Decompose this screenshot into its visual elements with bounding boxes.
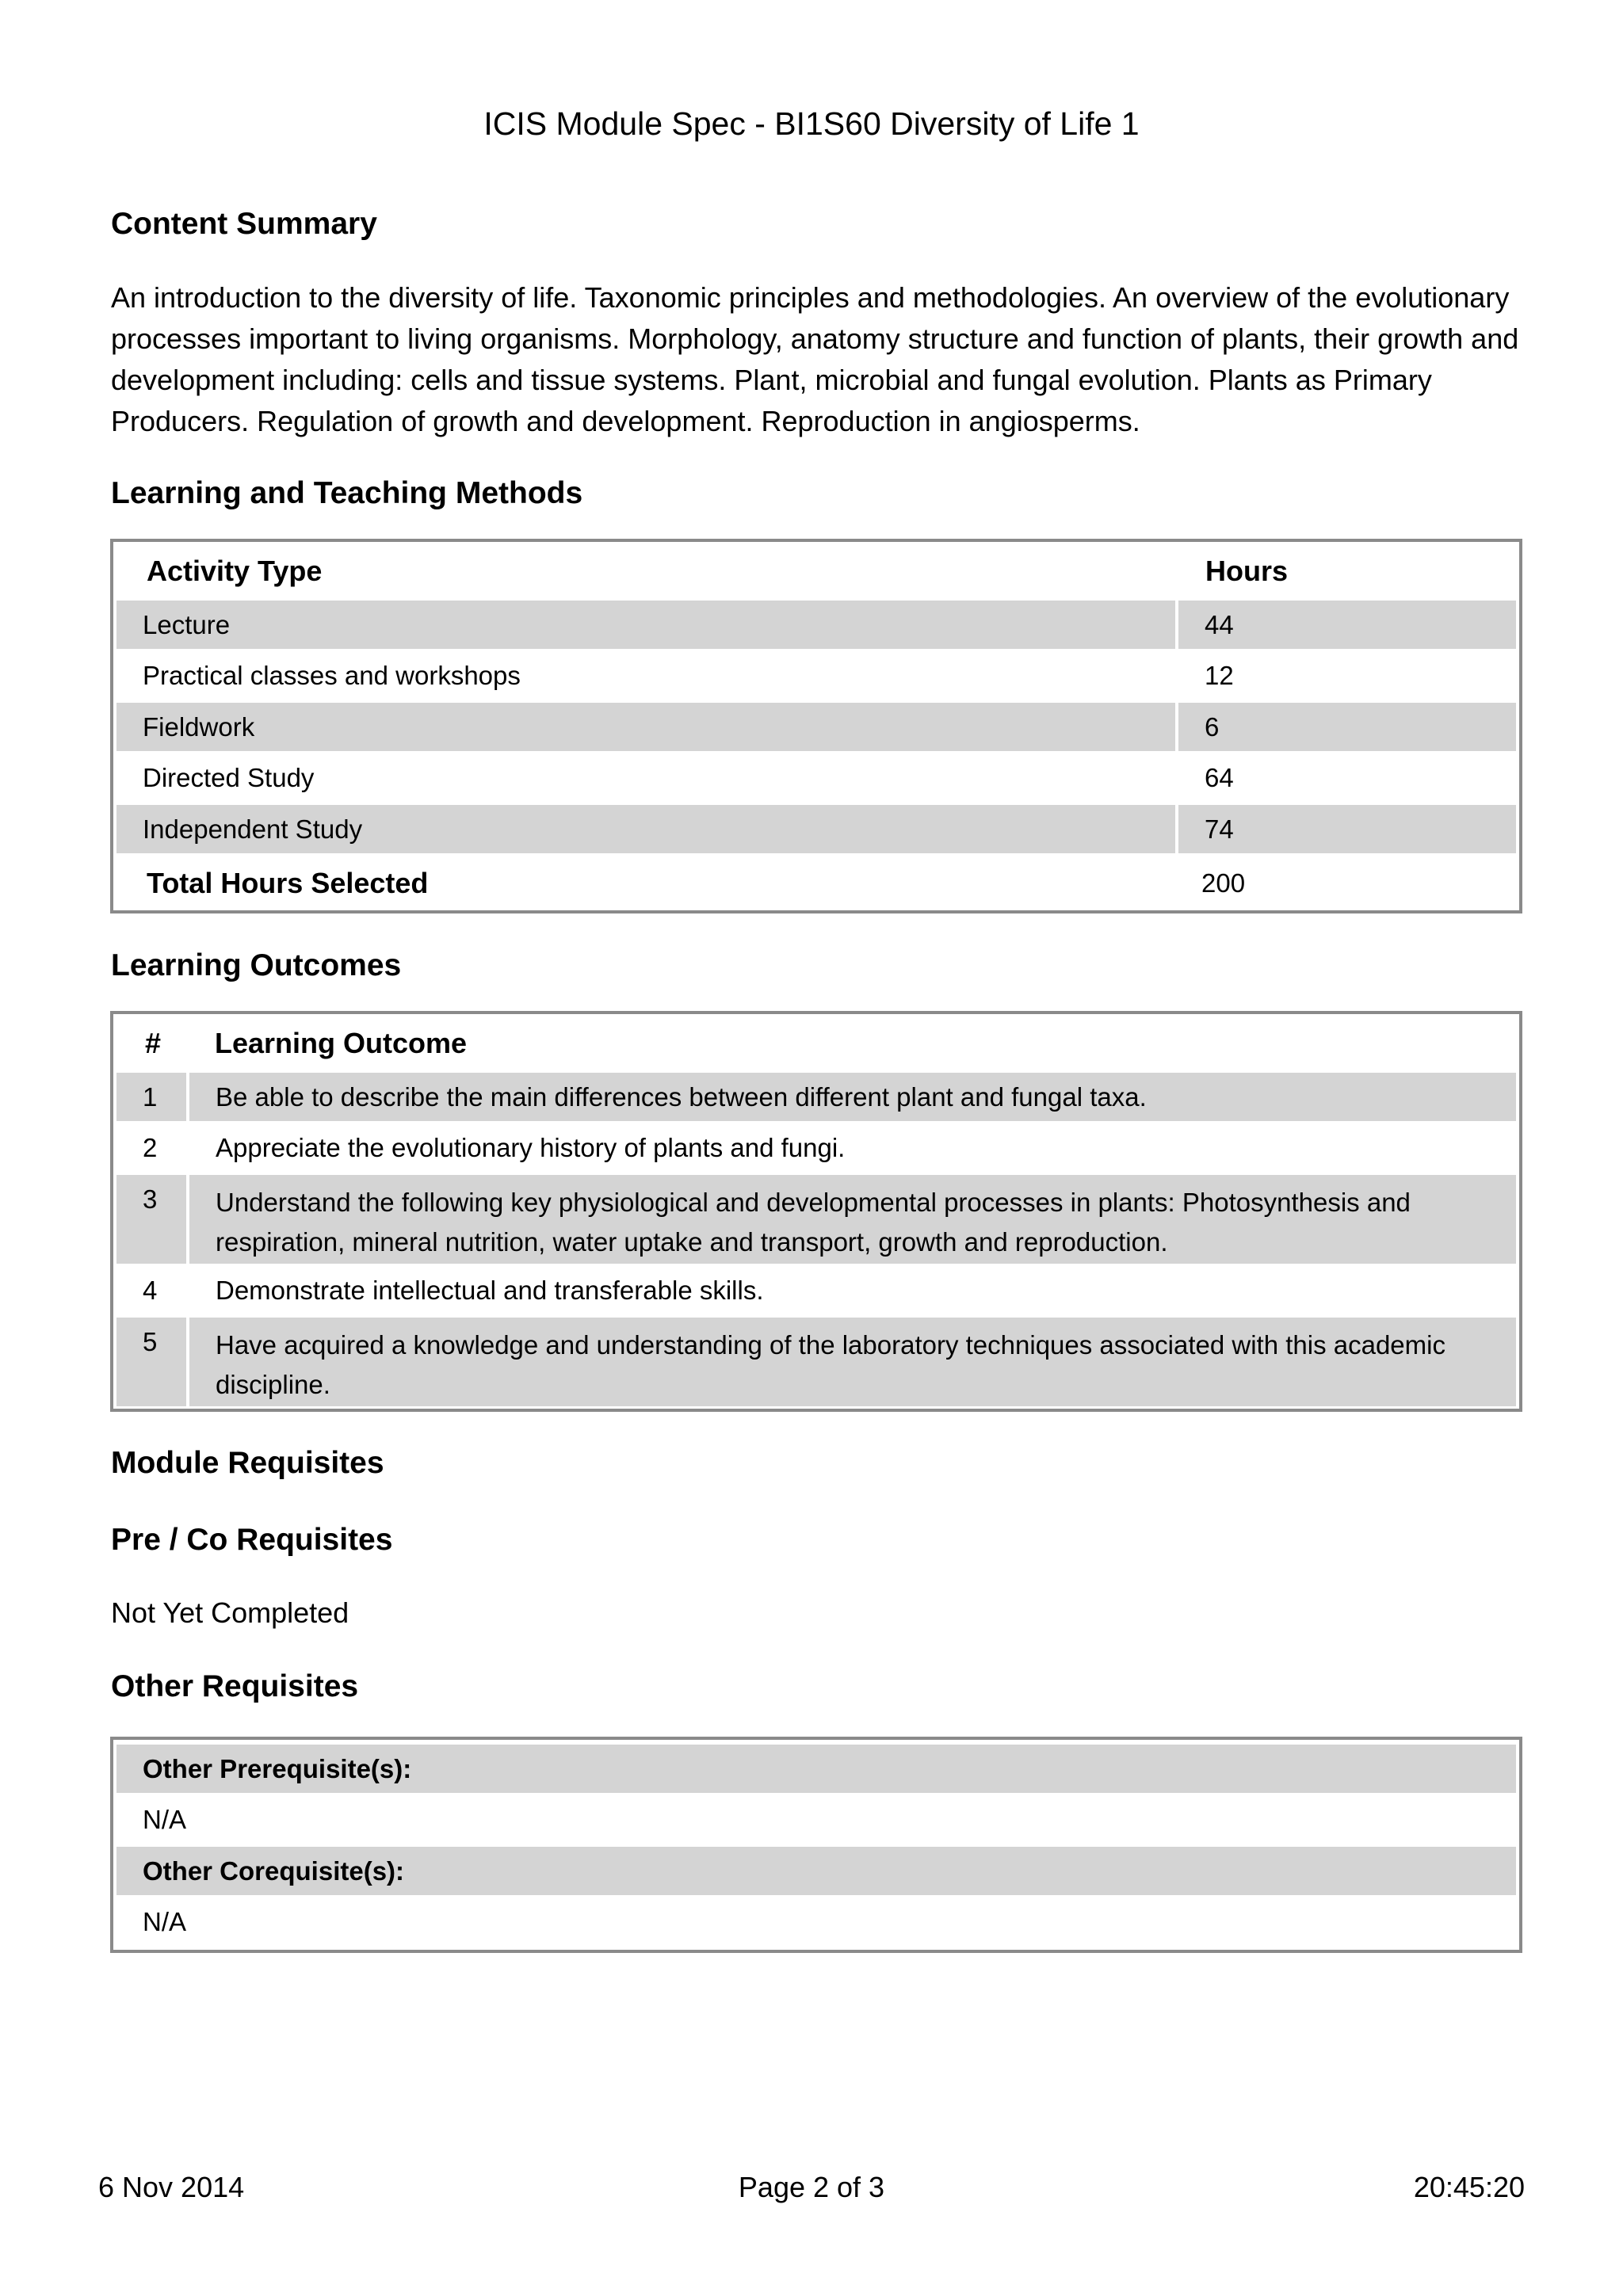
outcome-number: 4 [143, 1276, 158, 1305]
outcome-text: Be able to describe the main differences between different plant and fungal taxa. [189, 1073, 1516, 1121]
outcome-line: Understand the following key physiological and developmental processes in plants: Photosynthesis and [216, 1188, 1411, 1217]
methods-table [110, 539, 1522, 913]
hours-cell: 64 [1205, 763, 1234, 792]
outcome-number: 5 [116, 1318, 186, 1406]
table-row [116, 1175, 1516, 1264]
summary-line: development including: cells and tissue systems. Plant, microbial and fungal evolution. Plants as Primary [111, 364, 1432, 396]
hours-cell: 44 [1178, 601, 1516, 649]
table-row [116, 1318, 1516, 1406]
coreq-label: Other Corequisite(s): [143, 1855, 405, 1886]
table-row [116, 649, 1516, 703]
prereq-label: Other Prerequisite(s): [143, 1753, 412, 1783]
other-requisites-table [110, 1737, 1522, 1953]
summary-line: Producers. Regulation of growth and development. Reproduction in angiosperms. [111, 405, 1140, 437]
module-requisites-heading: Module Requisites [111, 1446, 384, 1480]
total-row [116, 853, 1516, 913]
prereq-label-row [116, 1745, 1516, 1793]
outcomes-table [110, 1011, 1522, 1412]
hours-cell: 6 [1178, 703, 1516, 751]
activity-cell: Directed Study [143, 763, 315, 792]
activity-cell: Lecture [116, 601, 1175, 649]
activity-cell: Fieldwork [116, 703, 1175, 751]
number-header: # [145, 1027, 162, 1059]
outcome-text: Demonstrate intellectual and transferable skills. [216, 1276, 764, 1305]
table-row [116, 703, 1516, 751]
outcomes-header-row [116, 1014, 1516, 1073]
outcome-line: respiration, mineral nutrition, water uptake and transport, growth and reproduction. [216, 1227, 1168, 1257]
table-row [116, 1073, 1516, 1121]
outcome-number: 1 [116, 1073, 186, 1121]
methods-header-row [116, 542, 1516, 601]
table-row [116, 601, 1516, 649]
total-label: Total Hours Selected [147, 867, 429, 899]
table-row [116, 805, 1516, 853]
prereq-value-row [116, 1793, 1516, 1847]
methods-heading: Learning and Teaching Methods [111, 476, 583, 510]
hours-header: Hours [1205, 555, 1289, 587]
outcome-number: 2 [143, 1133, 158, 1162]
pre-co-requisites-text: Not Yet Completed [111, 1596, 349, 1629]
summary-line: processes important to living organisms. Morphology, anatomy structure and function of plants, their growth and [111, 322, 1519, 355]
content-summary-text [111, 277, 1537, 442]
page-title: ICIS Module Spec - BI1S60 Diversity of Life 1 [483, 105, 1140, 142]
outcome-text [189, 1175, 1516, 1264]
prereq-value: N/A [143, 1805, 187, 1834]
summary-line: An introduction to the diversity of life. Taxonomic principles and methodologies. An overview of the evolutionary [111, 281, 1510, 314]
pre-co-requisites-heading: Pre / Co Requisites [111, 1523, 393, 1557]
activity-cell: Independent Study [116, 805, 1175, 853]
table-row [116, 751, 1516, 805]
table-row [116, 1121, 1516, 1175]
learning-outcome-header: Learning Outcome [215, 1027, 468, 1059]
hours-cell: 12 [1205, 661, 1234, 690]
table-row [116, 1264, 1516, 1318]
activity-type-header: Activity Type [147, 555, 323, 587]
activity-cell: Practical classes and workshops [143, 661, 521, 690]
hours-cell: 74 [1178, 805, 1516, 853]
outcome-number: 3 [116, 1175, 186, 1264]
outcome-text [189, 1318, 1516, 1406]
footer-time: 20:45:20 [1413, 2171, 1525, 2203]
footer-date: 6 Nov 2014 [98, 2171, 245, 2203]
outcome-text: Appreciate the evolutionary history of plants and fungi. [216, 1133, 846, 1162]
outcome-line: discipline. [216, 1370, 330, 1399]
content-summary-heading: Content Summary [111, 207, 377, 241]
outcomes-heading: Learning Outcomes [111, 948, 402, 982]
other-requisites-heading: Other Requisites [111, 1669, 359, 1703]
coreq-value-row [116, 1895, 1516, 1949]
footer-page-number: Page 2 of 3 [738, 2171, 885, 2203]
total-value: 200 [1201, 868, 1246, 898]
outcome-line: Have acquired a knowledge and understanding of the laboratory techniques associated with this academic [216, 1330, 1445, 1360]
coreq-label-row [116, 1847, 1516, 1895]
coreq-value: N/A [143, 1907, 187, 1936]
